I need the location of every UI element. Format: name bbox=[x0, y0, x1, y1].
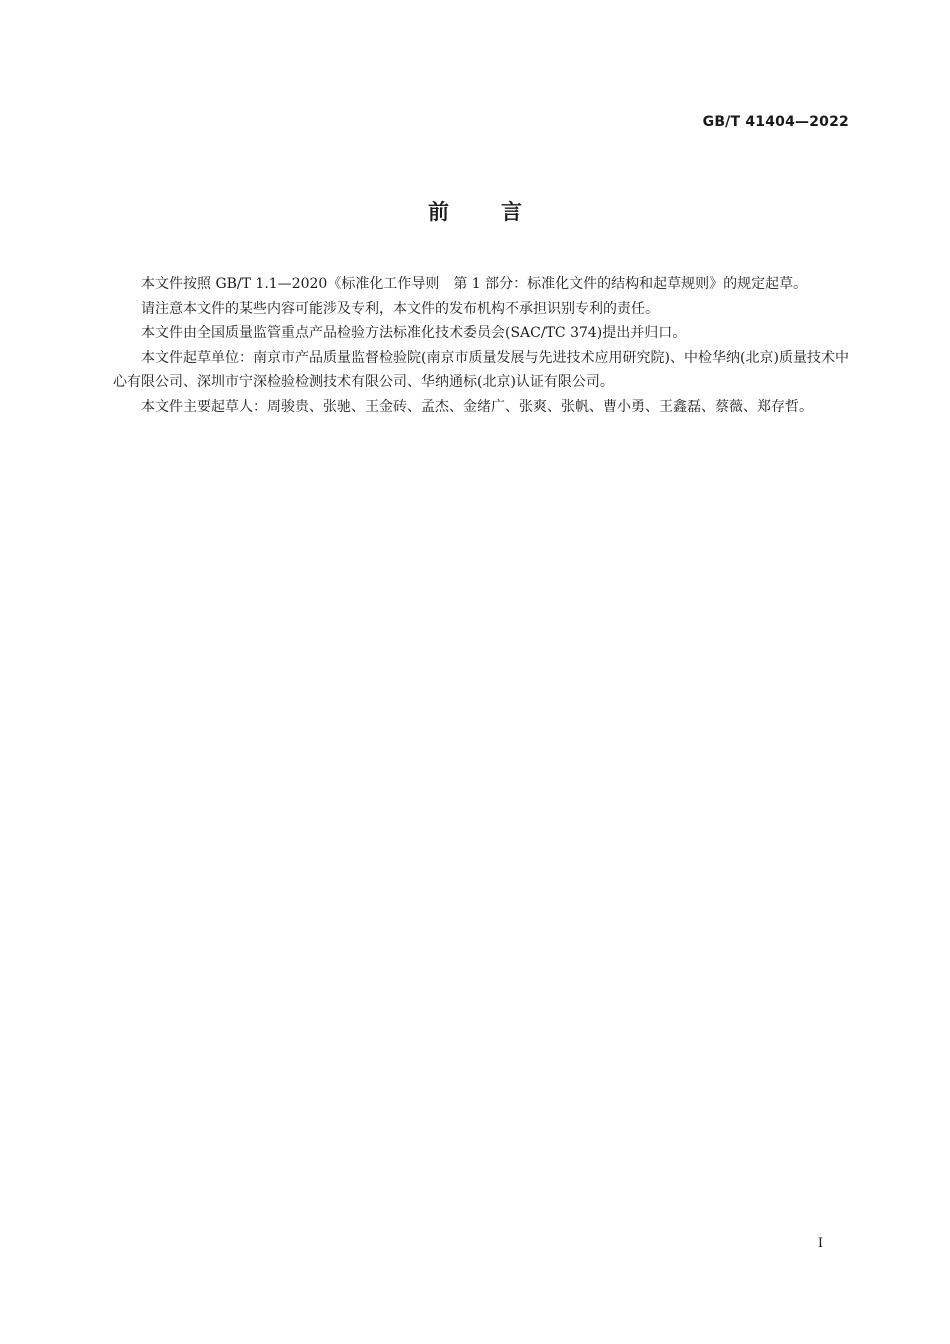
page-title bbox=[0, 196, 950, 226]
standard-number: GB/T 41404—2022 bbox=[702, 114, 849, 130]
page-title-char-2: 言 bbox=[501, 200, 522, 224]
page-title-char-1: 前 bbox=[428, 200, 449, 224]
page-number: I bbox=[817, 1236, 823, 1251]
paragraph-drafting-units: 本文件起草单位：南京市产品质量监督检验院(南京市质量发展与先进技术应用研究院)、中检华纳(北京)质量技术中心有限公司、深圳市宁深检验检测技术有限公司、华纳通标(北京)认证有限公司。 bbox=[113, 349, 849, 390]
paragraph-proposer: 本文件由全国质量监管重点产品检验方法标准化技术委员会(SAC/TC 374)提出并归口。 bbox=[141, 325, 687, 341]
foreword-body bbox=[113, 272, 849, 419]
paragraph-patent-notice: 请注意本文件的某些内容可能涉及专利，本文件的发布机构不承担识别专利的责任。 bbox=[141, 300, 659, 317]
paragraph-drafting-rules: 本文件按照 GB/T 1.1—2020《标准化工作导则 第 1 部分：标准化文件的结构和起草规则》的规定起草。 bbox=[141, 276, 808, 292]
paragraph-drafters: 本文件主要起草人：周骏贵、张驰、王金砖、孟杰、金绪广、张爽、张帆、曹小勇、王鑫磊、蔡薇、郑存哲。 bbox=[141, 398, 813, 415]
